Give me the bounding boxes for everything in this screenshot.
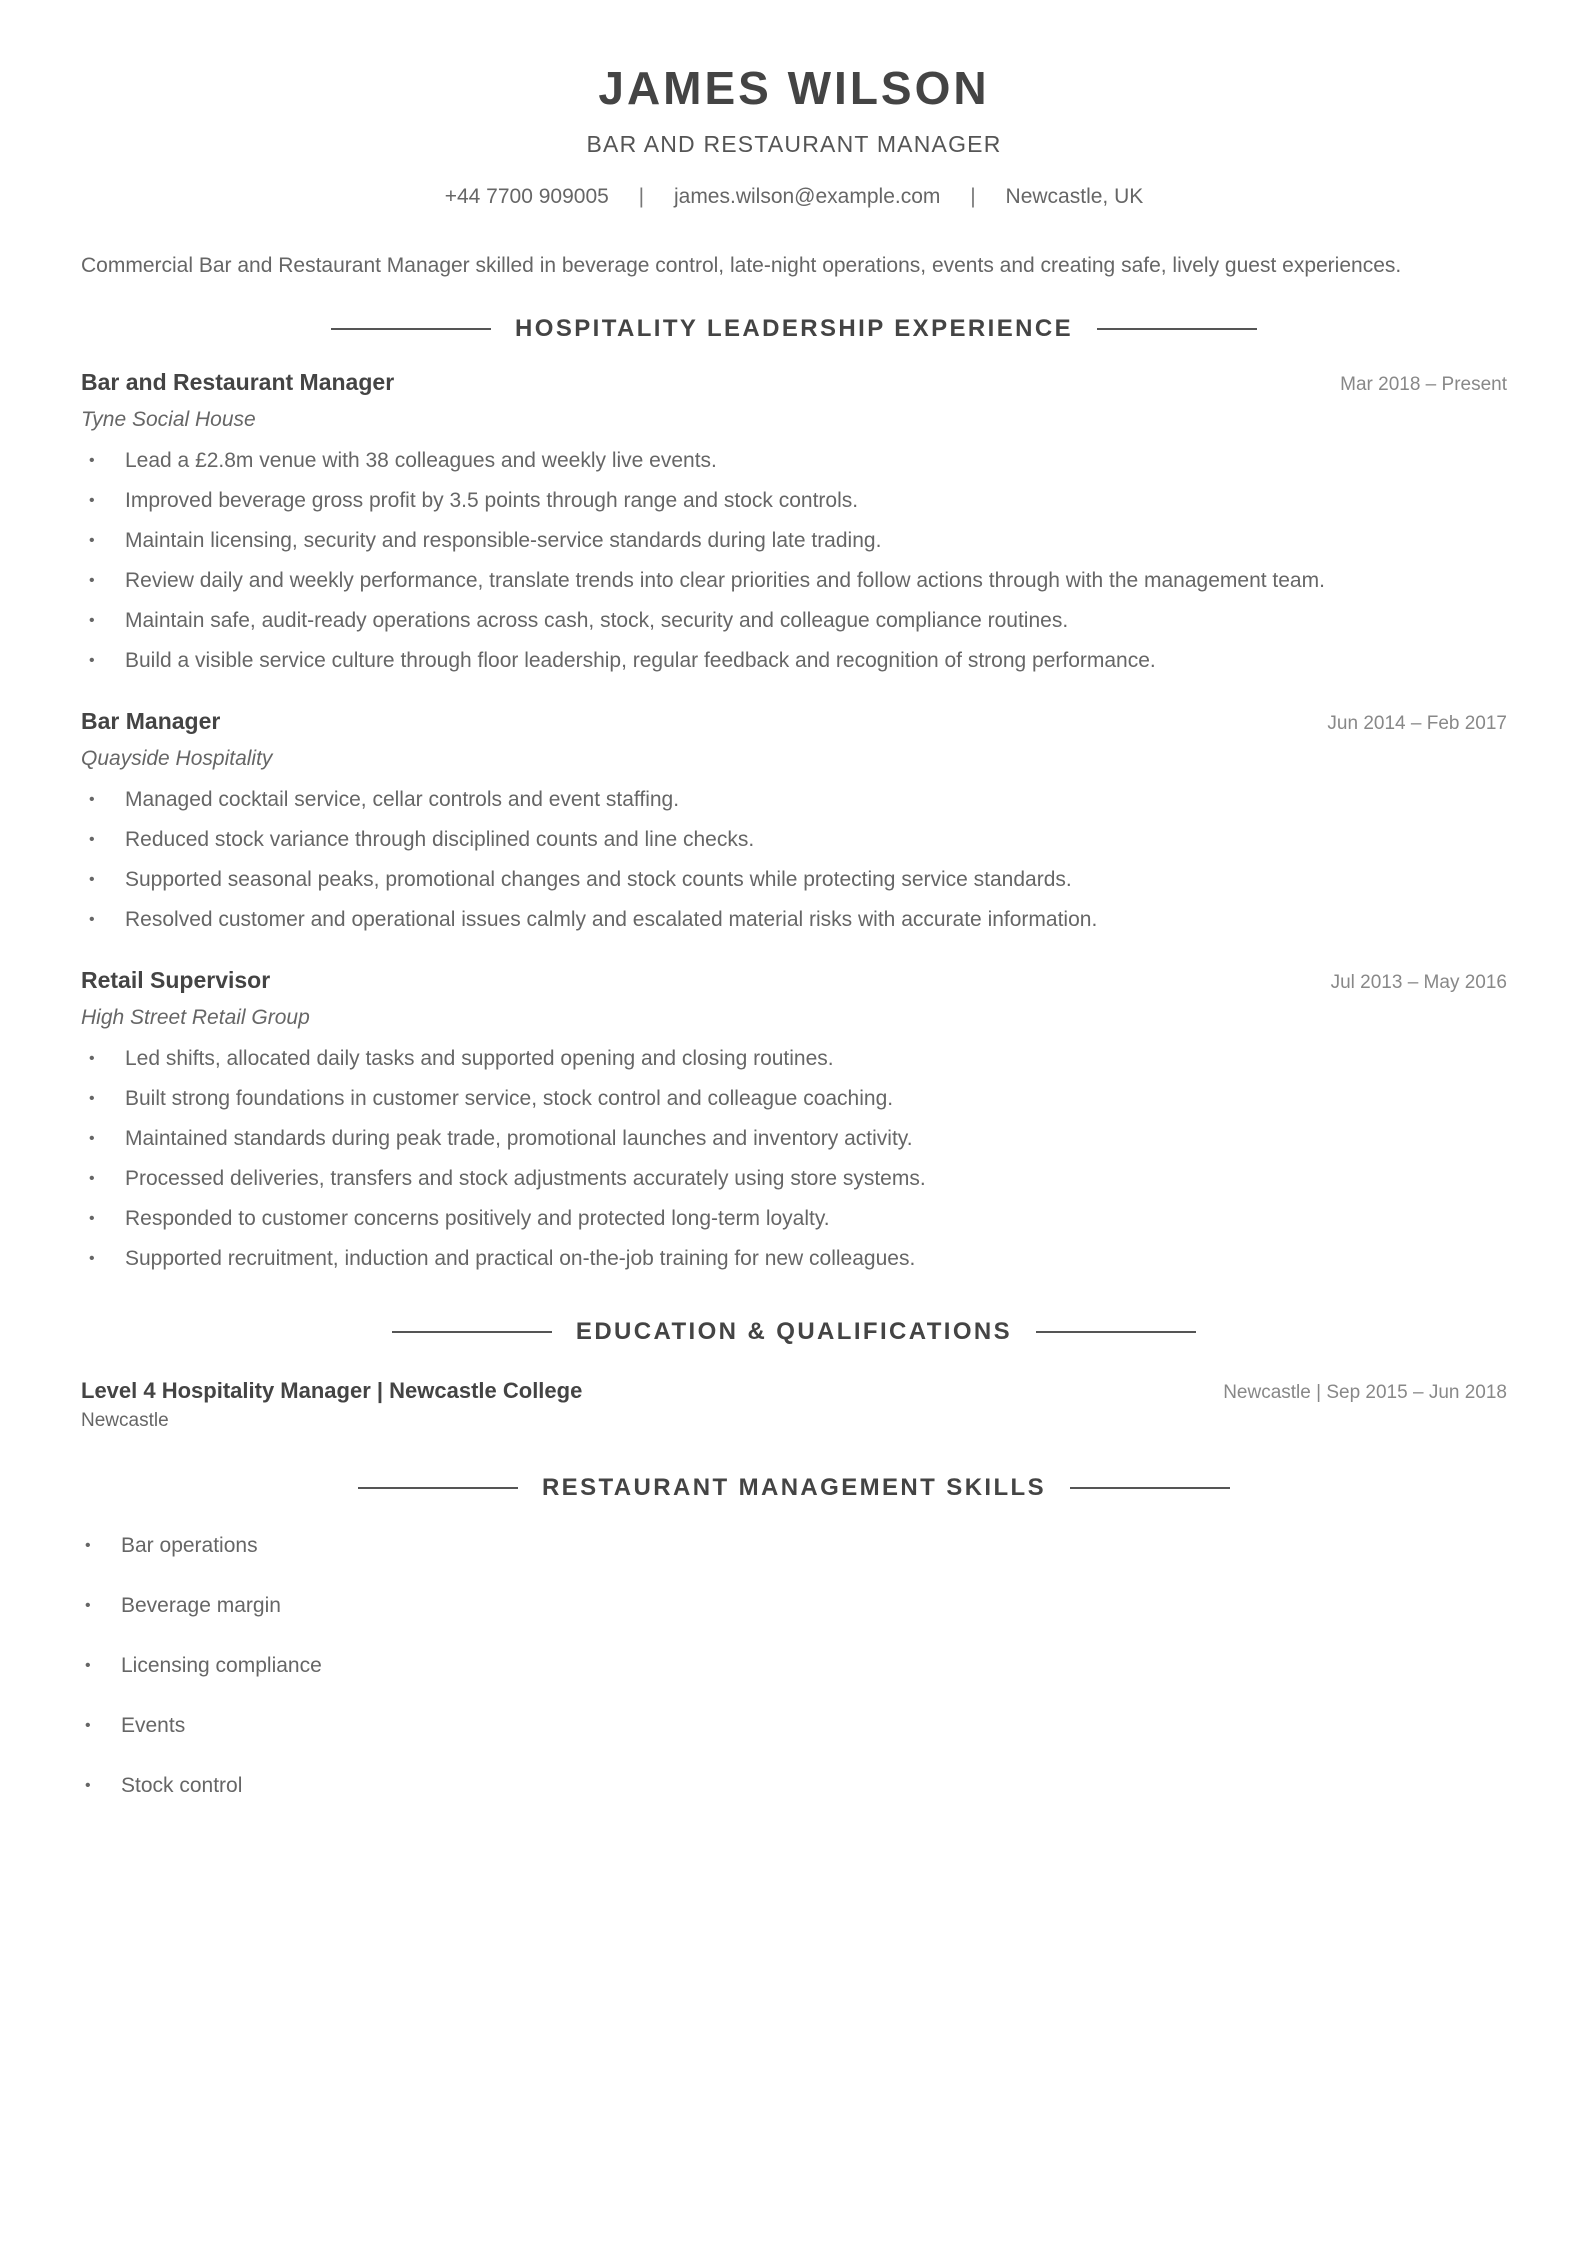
job-bullets xyxy=(81,780,1507,940)
bullet-icon: • xyxy=(89,1170,95,1187)
job-bullets xyxy=(81,1039,1507,1279)
job-bullet xyxy=(81,441,1507,481)
job-bullet xyxy=(81,601,1507,641)
heading-rule-right xyxy=(1097,328,1257,330)
bullet-text: Responded to customer concerns positively and protected long-term loyalty. xyxy=(125,1207,830,1230)
bullet-icon: • xyxy=(89,791,95,808)
skill-text: Bar operations xyxy=(121,1534,258,1557)
job-company: Tyne Social House xyxy=(81,408,256,431)
bullet-icon: • xyxy=(89,871,95,888)
job-bullet xyxy=(81,1159,1507,1199)
job-bullet xyxy=(81,641,1507,681)
bullet-icon: • xyxy=(89,1210,95,1227)
job-header xyxy=(81,368,1507,397)
bullet-icon: • xyxy=(85,1717,91,1734)
bullet-icon: • xyxy=(89,492,95,509)
job-header xyxy=(81,707,1507,736)
skill-text: Stock control xyxy=(121,1774,243,1797)
bullet-text: Improved beverage gross profit by 3.5 points through range and stock controls. xyxy=(125,489,859,512)
job-bullet xyxy=(81,561,1507,601)
experience-heading-label: HOSPITALITY LEADERSHIP EXPERIENCE xyxy=(515,315,1073,342)
job-title: Bar Manager xyxy=(81,708,221,734)
skill-item xyxy=(81,1713,1507,1739)
bullet-icon: • xyxy=(89,452,95,469)
job-bullet xyxy=(81,820,1507,860)
bullet-icon: • xyxy=(89,1130,95,1147)
bullet-text: Processed deliveries, transfers and stock adjustments accurately using store systems. xyxy=(125,1167,926,1190)
bullet-text: Maintain licensing, security and responsible-service standards during late trading. xyxy=(125,529,882,552)
job-bullet xyxy=(81,900,1507,940)
skill-text: Events xyxy=(121,1714,186,1737)
skills-heading-label: RESTAURANT MANAGEMENT SKILLS xyxy=(541,1474,1047,1501)
job-bullet xyxy=(81,1199,1507,1239)
job-entry xyxy=(81,966,1507,1279)
bullet-text: Lead a £2.8m venue with 38 colleagues and weekly live events. xyxy=(125,449,717,472)
job-bullet xyxy=(81,481,1507,521)
heading-rule-left xyxy=(358,1487,518,1489)
candidate-title: BAR AND RESTAURANT MANAGER xyxy=(586,131,1002,157)
bullet-text: Resolved customer and operational issues calmly and escalated material risks with accurate information. xyxy=(125,908,1098,931)
bullet-text: Led shifts, allocated daily tasks and supported opening and closing routines. xyxy=(125,1047,834,1070)
job-bullet xyxy=(81,1079,1507,1119)
job-dates: Mar 2018 – Present xyxy=(1340,374,1507,395)
bullet-icon: • xyxy=(89,911,95,928)
job-entry xyxy=(81,368,1507,681)
experience-section-heading xyxy=(81,314,1507,344)
bullet-icon: • xyxy=(89,532,95,549)
education-header xyxy=(81,1377,1507,1405)
contact-separator: | xyxy=(970,185,976,208)
skill-text: Licensing compliance xyxy=(121,1654,322,1677)
job-bullet xyxy=(81,780,1507,820)
job-header xyxy=(81,966,1507,995)
heading-rule-right xyxy=(1036,1331,1196,1333)
bullet-icon: • xyxy=(85,1657,91,1674)
bullet-icon: • xyxy=(89,831,95,848)
contact-separator: | xyxy=(638,185,645,208)
job-bullets xyxy=(81,441,1507,681)
job-bullet xyxy=(81,521,1507,561)
bullet-icon: • xyxy=(89,652,95,669)
bullet-icon: • xyxy=(89,1050,95,1067)
bullet-icon: • xyxy=(85,1537,91,1554)
education-entry xyxy=(81,1377,1507,1433)
bullet-text: Build a visible service culture through floor leadership, regular feedback and recognition of strong performance. xyxy=(125,649,1156,672)
job-dates: Jun 2014 – Feb 2017 xyxy=(1327,713,1507,734)
bullet-icon: • xyxy=(85,1777,91,1794)
contact-line xyxy=(81,184,1507,210)
bullet-icon: • xyxy=(89,1090,95,1107)
bullet-text: Supported seasonal peaks, promotional changes and stock counts while protecting service standards. xyxy=(125,868,1072,891)
education-title: Level 4 Hospitality Manager | Newcastle College xyxy=(81,1378,583,1403)
job-bullet xyxy=(81,1039,1507,1079)
skill-item xyxy=(81,1653,1507,1679)
skill-item xyxy=(81,1533,1507,1559)
job-company: Quayside Hospitality xyxy=(81,747,273,770)
education-heading-label: EDUCATION & QUALIFICATIONS xyxy=(575,1318,1013,1345)
heading-rule-left xyxy=(392,1331,552,1333)
skills-list xyxy=(81,1533,1507,1799)
bullet-text: Review daily and weekly performance, translate trends into clear priorities and follow actions through with the management team. xyxy=(125,569,1325,592)
contact-phone: +44 7700 909005 xyxy=(444,185,609,208)
bullet-icon: • xyxy=(85,1597,91,1614)
skill-item xyxy=(81,1773,1507,1799)
job-bullet xyxy=(81,1119,1507,1159)
job-bullet xyxy=(81,1239,1507,1279)
education-section-heading xyxy=(81,1317,1507,1347)
bullet-text: Supported recruitment, induction and practical on-the-job training for new colleagues. xyxy=(125,1247,916,1270)
job-bullet xyxy=(81,860,1507,900)
heading-rule-left xyxy=(331,328,491,330)
bullet-text: Maintained standards during peak trade, promotional launches and inventory activity. xyxy=(125,1127,913,1150)
bullet-text: Built strong foundations in customer service, stock control and colleague coaching. xyxy=(125,1087,894,1110)
bullet-icon: • xyxy=(89,612,95,629)
bullet-text: Reduced stock variance through disciplined counts and line checks. xyxy=(125,828,755,851)
bullet-text: Managed cocktail service, cellar controls and event staffing. xyxy=(125,788,680,811)
job-dates: Jul 2013 – May 2016 xyxy=(1330,972,1507,993)
heading-rule-right xyxy=(1070,1487,1230,1489)
contact-location: Newcastle, UK xyxy=(1005,185,1144,208)
job-company: High Street Retail Group xyxy=(81,1006,310,1029)
job-title: Bar and Restaurant Manager xyxy=(81,369,395,395)
profile-summary: Commercial Bar and Restaurant Manager skilled in beverage control, late-night operations, events and creating safe, lively guest experiences. xyxy=(81,254,1402,277)
skill-item xyxy=(81,1593,1507,1619)
education-location: Newcastle xyxy=(81,1410,169,1431)
bullet-icon: • xyxy=(89,1250,95,1267)
bullet-icon: • xyxy=(89,572,95,589)
job-title: Retail Supervisor xyxy=(81,967,271,993)
skills-section-heading xyxy=(81,1473,1507,1503)
job-entry xyxy=(81,707,1507,940)
skill-text: Beverage margin xyxy=(121,1594,281,1617)
candidate-name: JAMES WILSON xyxy=(598,62,990,114)
education-location-dates: Newcastle | Sep 2015 – Jun 2018 xyxy=(1223,1382,1507,1403)
contact-email: james.wilson@example.com xyxy=(673,185,941,208)
bullet-text: Maintain safe, audit-ready operations across cash, stock, security and colleague compliance routines. xyxy=(125,609,1069,632)
